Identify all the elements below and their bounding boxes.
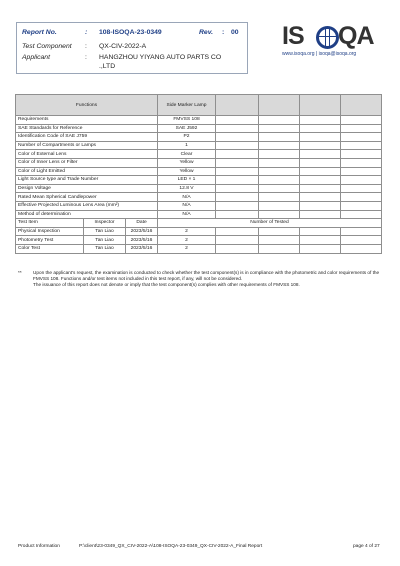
table-row: [16, 141, 382, 150]
test-date: 2023/5/16: [126, 227, 158, 236]
side-marker-header: Side Marker Lamp: [158, 95, 216, 116]
colon: :: [85, 29, 88, 36]
test-row: [16, 244, 382, 253]
row-label: Color of Light Emitted: [16, 167, 158, 176]
test-date: 2023/5/16: [126, 244, 158, 253]
footer-left: Product Information: [18, 544, 60, 549]
row-value: Yellow: [158, 158, 216, 167]
test-count: 2: [158, 244, 216, 253]
applicant-value-line1: HANGZHOU YIYANG AUTO PARTS CO: [99, 54, 222, 61]
inspector-header: Inspector: [84, 219, 126, 228]
test-item: Physical Inspection: [16, 227, 84, 236]
applicant-label: Applicant: [22, 54, 50, 61]
row-value: N/A: [158, 201, 216, 210]
rev-value: 00: [231, 29, 239, 36]
test-count: 2: [158, 236, 216, 245]
report-header: [16, 22, 248, 74]
rev-label: Rev.: [199, 29, 213, 36]
row-label: Requirements: [16, 116, 158, 125]
row-label: Rated Mean Spherical Candlepower: [16, 193, 158, 202]
date-header: Date: [126, 219, 158, 228]
test-inspector: Tan Liao: [84, 236, 126, 245]
row-value: SAE J592: [158, 124, 216, 133]
footnote-line-2: The issuance of this report does not denote or imply that the test component(s) complies with other requirements of FMVSS 108.: [33, 282, 300, 287]
colon: :: [85, 54, 87, 61]
row-value: Clear: [158, 150, 216, 159]
test-inspector: Tan Liao: [84, 227, 126, 236]
table-row: [16, 201, 382, 210]
test-count: 2: [158, 227, 216, 236]
row-value: 12.8 V: [158, 184, 216, 193]
row-label: Identification Code of SAE J759: [16, 133, 158, 142]
row-value: 1: [158, 141, 216, 150]
test-item-header: Test Item: [16, 219, 84, 228]
row-value: Yellow: [158, 167, 216, 176]
row-label: Number of Compartments or Lamps: [16, 141, 158, 150]
test-inspector: Tan Liao: [84, 244, 126, 253]
test-header-row: [16, 219, 382, 228]
row-value: N/A: [158, 193, 216, 202]
table-row: [16, 167, 382, 176]
row-label: Method of determination: [16, 210, 158, 219]
row-label: Effective Projected Luminous Lens Area (mm²): [16, 201, 158, 210]
applicant-value-line2: .,LTD: [99, 63, 116, 70]
table-row: [16, 193, 382, 202]
table-row: [16, 210, 382, 219]
test-item: Color Test: [16, 244, 84, 253]
test-date: 2023/5/16: [126, 236, 158, 245]
test-row: [16, 236, 382, 245]
table-row: [16, 176, 382, 185]
test-item: Photometry Test: [16, 236, 84, 245]
table-row: [16, 124, 382, 133]
logo-text-left: IS: [282, 22, 304, 50]
functions-header: Functions: [16, 95, 158, 116]
report-no-value: 108-ISOQA-23-0349: [99, 29, 162, 36]
table-row: [16, 116, 382, 125]
footer-path: P:\client\23-0349_QX_CIV-2022-A\108-ISOQA-23-0349_QX-CIV-2022-A_Final Report: [79, 544, 263, 549]
component-value: QX-CIV-2022-A: [99, 43, 147, 50]
row-label: SAE Standards for Reference: [16, 124, 158, 133]
footnote-text: [33, 270, 383, 288]
number-tested-header: Number of Tested: [158, 219, 382, 228]
row-label: Light Source type and Trade Number: [16, 176, 158, 185]
row-label: Color of Inner Lens or Filter: [16, 158, 158, 167]
footnote-line-1: Upon the applicant's request, the examination is conducted to check whether the test component(s) is in compliance with the photometric and color requirements of the FMVSS 108. Functions and/or test items not included in this test report, if any, will not be considered.: [33, 270, 380, 281]
test-row: [16, 227, 382, 236]
row-value: LED × 1: [158, 176, 216, 185]
lamp-spec-table: [15, 94, 382, 254]
table-header-row: [16, 95, 382, 116]
page-number: page 4 of 27: [353, 544, 380, 549]
row-label: Color of External Lens: [16, 150, 158, 159]
row-label: Design Voltage: [16, 184, 158, 193]
rev-colon: :: [222, 29, 225, 36]
report-no-label: Report No.: [22, 29, 57, 36]
colon: :: [85, 43, 87, 50]
logo-text-right: QA: [338, 22, 374, 50]
globe-icon: [316, 26, 339, 49]
table-row: [16, 150, 382, 159]
table-row: [16, 158, 382, 167]
isoqa-logo: [282, 22, 382, 62]
footnote-marker: **: [18, 270, 22, 275]
table-row: [16, 184, 382, 193]
row-value: FMVSS 108: [158, 116, 216, 125]
table-row: [16, 133, 382, 142]
component-label: Test Component: [22, 43, 72, 50]
logo-links: www.isoqa.org | isoqa@isoqa.org: [282, 51, 357, 57]
row-value: P2: [158, 133, 216, 142]
row-value: N/A: [158, 210, 216, 219]
